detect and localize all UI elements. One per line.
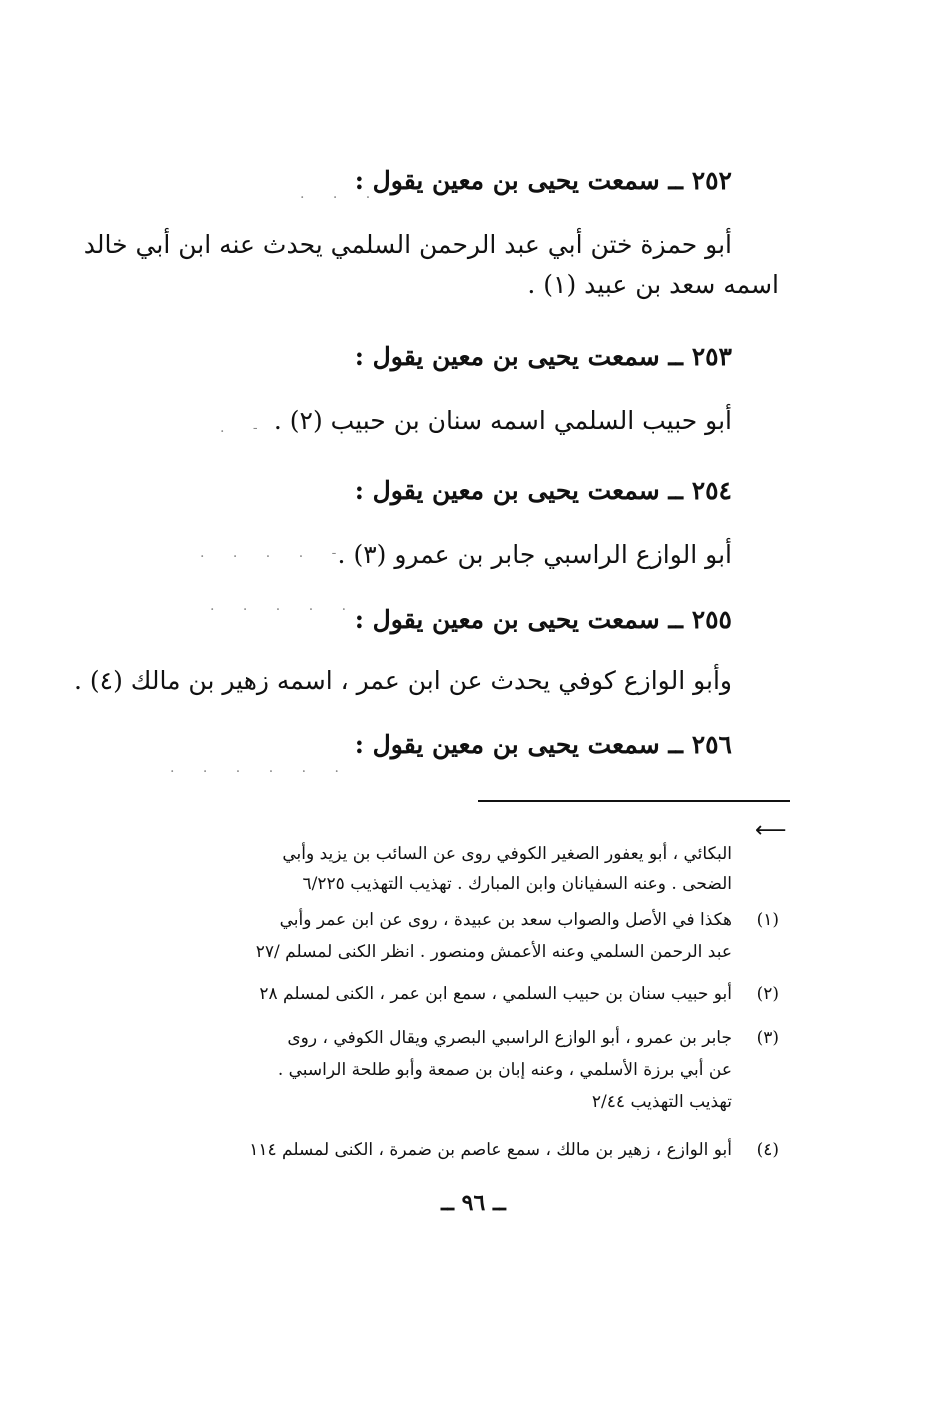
footnote-1-line-2: عبد الرحمن السلمي وعنه الأعمش ومنصور . انظر الكنى لمسلم /٢٧	[255, 942, 732, 962]
scan-specks: . . . . -	[200, 545, 349, 561]
scan-specks: . . . . .	[210, 598, 359, 614]
footnote-2-line-1: أبو حبيب سنان بن حبيب السلمي ، سمع ابن عمر ، الكنى لمسلم ٢٨	[259, 984, 732, 1004]
left-arrow-icon: ⟵	[755, 818, 787, 843]
entry-253-line-1: أبو حبيب السلمي اسمه سنان بن حبيب (٢) .	[273, 406, 732, 435]
entry-255-heading: ٢٥٥ ــ سمعت يحيى بن معين يقول :	[354, 605, 732, 634]
footnote-continuation-line-1: البكائي ، أبو يعفور الصغير الكوفي روى عن السائب بن يزيد وأبي	[282, 844, 732, 864]
entry-252-line-2: اسمه سعد بن عبيد (١) .	[527, 270, 779, 299]
page-number: ــ ٩٦ ــ	[441, 1190, 506, 1216]
footnote-marker-4: (٤)	[756, 1140, 779, 1160]
entry-254-heading: ٢٥٤ ــ سمعت يحيى بن معين يقول :	[354, 476, 732, 505]
footnote-marker-3: (٣)	[756, 1028, 779, 1048]
entry-255-line-1: وأبو الوازع كوفي يحدث عن ابن عمر ، اسمه زهير بن مالك (٤) .	[73, 666, 732, 695]
entry-252-line-1: أبو حمزة ختن أبي عبد الرحمن السلمي يحدث عنه ابن أبي خالد	[83, 230, 732, 259]
entry-254-line-1: أبو الوازع الراسبي جابر بن عمرو (٣) .	[337, 540, 732, 569]
scan-specks: . . . . . .	[170, 760, 351, 776]
footnote-3-line-1: جابر بن عمرو ، أبو الوازع الراسبي البصري ويقال الكوفي ، روى	[287, 1028, 732, 1048]
entry-253-heading: ٢٥٣ ــ سمعت يحيى بن معين يقول :	[354, 342, 732, 371]
footnote-1-line-1: هكذا في الأصل والصواب سعد بن عبيدة ، روى عن ابن عمر وأبي	[279, 910, 732, 930]
scan-specks: . -	[220, 420, 270, 436]
footnote-3-line-3: تهذيب التهذيب ٢/٤٤	[591, 1092, 732, 1112]
scan-specks: . . .	[300, 186, 383, 202]
footnote-marker-1: (١)	[756, 910, 779, 930]
footnote-3-line-2: عن أبي برزة الأسلمي ، وعنه إبان بن صمعة وأبو طلحة الراسبي .	[277, 1060, 732, 1080]
entry-256-heading: ٢٥٦ ــ سمعت يحيى بن معين يقول :	[354, 730, 732, 759]
footnote-separator	[478, 800, 790, 802]
footnote-marker-2: (٢)	[756, 984, 779, 1004]
entry-252-heading: ٢٥٢ ــ سمعت يحيى بن معين يقول :	[354, 166, 732, 195]
footnote-4-line-1: أبو الوازع ، زهير بن مالك ، سمع عاصم بن ضمرة ، الكنى لمسلم ١١٤	[249, 1140, 732, 1160]
footnote-continuation-line-2: الضحى . وعنه السفيانان وابن المبارك . تهذيب التهذيب ٦/٢٢٥	[302, 874, 732, 894]
